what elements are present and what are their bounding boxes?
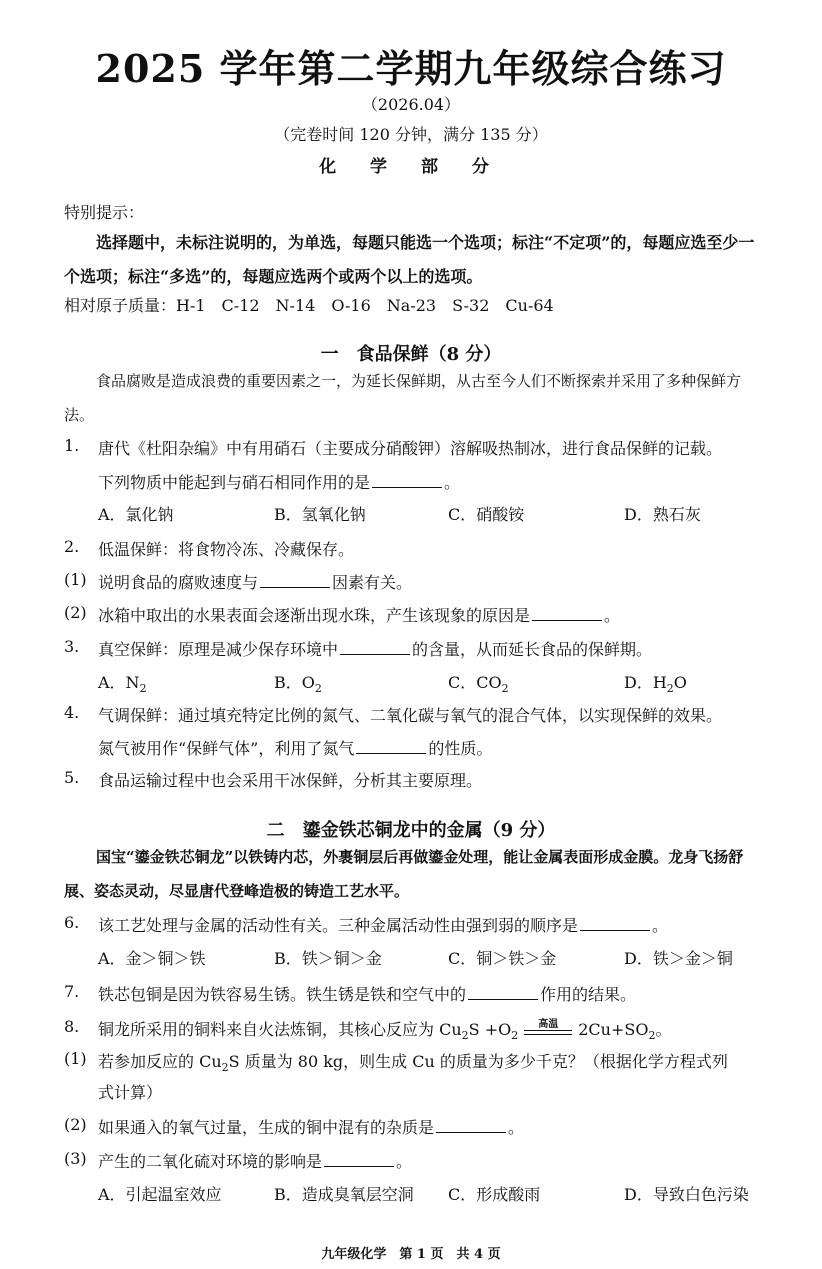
option-a[interactable]: A．金＞铜＞铁 bbox=[98, 949, 206, 968]
question-number: 4. bbox=[64, 703, 80, 722]
question-text: 低温保鲜：将食物冷冻、冷藏保存。 bbox=[98, 540, 355, 559]
question-text: 唐代《杜阳杂编》中有用硝石（主要成分硝酸钾）溶解吸热制冰，进行食品保鲜的记载。 bbox=[98, 439, 723, 458]
question-text: 产生的二氧化硫对环境的影响是 bbox=[98, 1152, 323, 1171]
option-c[interactable]: C．形成酸雨 bbox=[448, 1185, 541, 1204]
question-text: 铜龙所采用的铜料来自火法炼铜，其核心反应为 Cu bbox=[98, 1020, 462, 1039]
question-text: 食品运输过程中也会采用干冰保鲜，分析其主要原理。 bbox=[98, 771, 483, 790]
exam-page: 2025 学年第二学期九年级综合练习 （2026.04） （完卷时间 120 分钟，满分 135 分） 化 学 部 分 特别提示： 选择题中，未标注说明的，为单选，每题只能选一个选项；标注“不定项”的，每题应选至少一个选项；标注“多选”的，每题应选两个或两个以上的选项。 相对原子质量：H-1 C-12 N-14 O-16 Na-23 S-32 Cu-64 一 食品保鲜（8 分） 食品腐败是造成浪费的重要因素之一，为延长保鲜期，从古至今人们不断探索并采用了多种保鲜方法。 1. 唐代《杜阳杂编》中有用硝石（主要成分硝酸钾）溶解吸热制冰，进行食品保鲜的记载。 下列物质中能起到与硝石相同作用的是 。 A．氯化钠 B．氢氧化钠 C．硝酸铵 D．熟石灰 2. 低温保鲜：将食物冷冻、冷藏保存。 (1) 说明食品的腐败速度与 因素有关。 (2) 冰箱中取出的水果表面会逐渐出现水珠，产生该现象的原因是 。 3. 真空保鲜：原理是减少保存环境中 的含量，从而延长食品的保鲜期。 A．$N_2$ B．$O_2$ C．$CO_2$ D．$H_2O$ 4. 气调保鲜：通过填充特定比例的氮气、二氧化碳与氧气的混合气体，以实现保鲜的效果。 氮气被用作“保鲜气体”，利用了氮气 的性质。 5. 食品运输过程中也会采用干冰保鲜，分析其主要原理。 二 鎏金铁芯铜龙中的金属（9 分） 国宝“鎏金铁芯铜龙”以铁铸内芯，外裹铜层后再做鎏金处理，能让金属表面形成金膜。龙身飞扬舒展、姿态灵动，尽显唐代登峰造极的铸造工艺水平。 6. 该工艺处理与金属的活动性有关。三种金属活动性由强到弱的顺序是 。 A．金＞铜＞铁 B．铁＞铜＞金 C．铜＞铁＞金 D．铁＞金＞铜 7. 铁芯包铜是因为铁容易生锈。铁生锈是铁和空气中的 作用的结果。 8. 铜龙所采用的铜料来自火法炼铜，其核心反应为 $Cu_2S +O_2$ 高温 $2Cu+SO_2$。 (1) 若参加反应的 $Cu_2S$ 质量为 80 kg，则生成 Cu 的质量为多少千克？（根据化学方程式列 式计算） (2) 如果通入的氧气过量，生成的铜中混有的杂质是 。 (3) 产生的二氧化硫对环境的影响是 。 A．引起温室效应 B．造成臭氧层空洞 C．形成酸雨 D．导致白色污染 九年级化学 第 1 页 共 4 页 bbox=[0, 0, 822, 1269]
option-d[interactable]: D．$H_2O$ bbox=[624, 673, 687, 696]
exam-time: （完卷时间 120 分钟，满分 135 分） bbox=[274, 125, 548, 144]
answer-blank[interactable] bbox=[324, 1152, 394, 1167]
question-text: 冰箱中取出的水果表面会逐渐出现水珠，产生该现象的原因是 bbox=[98, 606, 531, 625]
question-4-line-2 bbox=[98, 736, 492, 759]
option-b[interactable]: B．铁＞铜＞金 bbox=[274, 949, 382, 968]
answer-blank[interactable] bbox=[468, 985, 538, 1000]
question-number: 6. bbox=[64, 913, 80, 932]
subquestion-number: (1) bbox=[64, 1049, 87, 1068]
option-a[interactable]: A．$N_2$ bbox=[98, 673, 147, 696]
option-d[interactable]: D．导致白色污染 bbox=[624, 1185, 749, 1204]
subquestion-number: (3) bbox=[64, 1149, 87, 1168]
question-1-line-2 bbox=[98, 470, 460, 493]
answer-blank[interactable] bbox=[340, 640, 410, 655]
question-text: 铁芯包铜是因为铁容易生锈。铁生锈是铁和空气中的 bbox=[98, 985, 467, 1004]
section-1-title: 一 食品保鲜（8 分） bbox=[320, 344, 502, 365]
option-b[interactable]: B．造成臭氧层空洞 bbox=[274, 1185, 414, 1204]
question-text: 气调保鲜：通过填充特定比例的氮气、二氧化碳与氧气的混合气体，以实现保鲜的效果。 bbox=[98, 706, 723, 725]
subquestion-number: (2) bbox=[64, 1115, 87, 1134]
answer-blank[interactable] bbox=[532, 606, 602, 621]
exam-date: （2026.04） bbox=[361, 95, 461, 114]
section-2-title: 二 鎏金铁芯铜龙中的金属（9 分） bbox=[266, 820, 556, 841]
question-text: 该工艺处理与金属的活动性有关。三种金属活动性由强到弱的顺序是 bbox=[98, 916, 579, 935]
option-c[interactable]: C．铜＞铁＞金 bbox=[448, 949, 557, 968]
question-text: 。 bbox=[396, 1152, 413, 1171]
subquestion-number: (2) bbox=[64, 603, 87, 622]
question-number: 3. bbox=[64, 637, 80, 656]
question-text: 下列物质中能起到与硝石相同作用的是 bbox=[98, 473, 371, 492]
subquestion-number: (1) bbox=[64, 570, 87, 589]
question-text: 。 bbox=[652, 916, 669, 935]
question-text: 因素有关。 bbox=[332, 573, 413, 592]
question-text: 作用的结果。 bbox=[540, 985, 637, 1004]
question-text: 的含量，从而延长食品的保鲜期。 bbox=[412, 640, 653, 659]
question-text: S 质量为 80 kg，则生成 Cu 的质量为多少千克？（根据化学方程式列 bbox=[228, 1052, 728, 1071]
option-c[interactable]: C．硝酸铵 bbox=[448, 505, 525, 524]
option-b[interactable]: B．氢氧化钠 bbox=[274, 505, 366, 524]
question-number: 2. bbox=[64, 537, 80, 556]
answer-blank[interactable] bbox=[580, 916, 650, 931]
question-text: 若参加反应的 Cu bbox=[98, 1052, 222, 1071]
option-c[interactable]: C．$CO_2$ bbox=[448, 673, 509, 696]
option-a[interactable]: A．引起温室效应 bbox=[98, 1185, 222, 1204]
option-b[interactable]: B．$O_2$ bbox=[274, 673, 322, 696]
question-8-1-line-2: 式计算） bbox=[98, 1083, 163, 1102]
question-text: 的性质。 bbox=[428, 739, 493, 758]
option-d[interactable]: D．铁＞金＞铜 bbox=[624, 949, 733, 968]
question-number: 8. bbox=[64, 1017, 80, 1036]
reaction-condition: 高温 bbox=[538, 1018, 559, 1030]
answer-blank[interactable] bbox=[372, 473, 442, 488]
option-a[interactable]: A．氯化钠 bbox=[98, 505, 174, 524]
page-footer: 九年级化学 第 1 页 共 4 页 bbox=[321, 1247, 501, 1262]
answer-blank[interactable] bbox=[260, 573, 330, 588]
question-text: 说明食品的腐败速度与 bbox=[98, 573, 259, 592]
question-text: 如果通入的氧气过量，生成的铜中混有的杂质是 bbox=[98, 1118, 435, 1137]
question-text: 。 bbox=[604, 606, 621, 625]
question-number: 7. bbox=[64, 982, 80, 1001]
question-number: 1. bbox=[64, 436, 80, 455]
punctuation: 。 bbox=[444, 473, 461, 492]
notice-body: 选择题中，未标注说明的，为单选，每题只能选一个选项；标注“不定项”的，每题应选至少一个选项；标注“多选”的，每题应选两个或两个以上的选项。 bbox=[64, 233, 755, 286]
answer-blank[interactable] bbox=[436, 1118, 506, 1133]
exam-title: 2025 学年第二学期九年级综合练习 bbox=[95, 46, 727, 91]
question-text: 氮气被用作“保鲜气体”，利用了氮气 bbox=[98, 739, 355, 758]
question-text: 。 bbox=[508, 1118, 525, 1137]
notice-heading: 特别提示： bbox=[64, 203, 145, 222]
section-1-intro: 食品腐败是造成浪费的重要因素之一，为延长保鲜期，从古至今人们不断探索并采用了多种保鲜方法。 bbox=[64, 372, 742, 424]
answer-blank[interactable] bbox=[356, 739, 426, 754]
option-d[interactable]: D．熟石灰 bbox=[624, 505, 701, 524]
reaction-equals-sign bbox=[522, 1018, 574, 1039]
question-number: 5. bbox=[64, 768, 80, 787]
atomic-mass: 相对原子质量：H-1 C-12 N-14 O-16 Na-23 S-32 Cu-64 bbox=[64, 296, 554, 315]
subject-part: 化 学 部 分 bbox=[319, 157, 503, 177]
section-2-intro: 国宝“鎏金铁芯铜龙”以铁铸内芯，外裹铜层后再做鎏金处理，能让金属表面形成金膜。龙身飞扬舒展、姿态灵动，尽显唐代登峰造极的铸造工艺水平。 bbox=[64, 848, 744, 900]
question-text: 真空保鲜：原理是减少保存环境中 bbox=[98, 640, 339, 659]
